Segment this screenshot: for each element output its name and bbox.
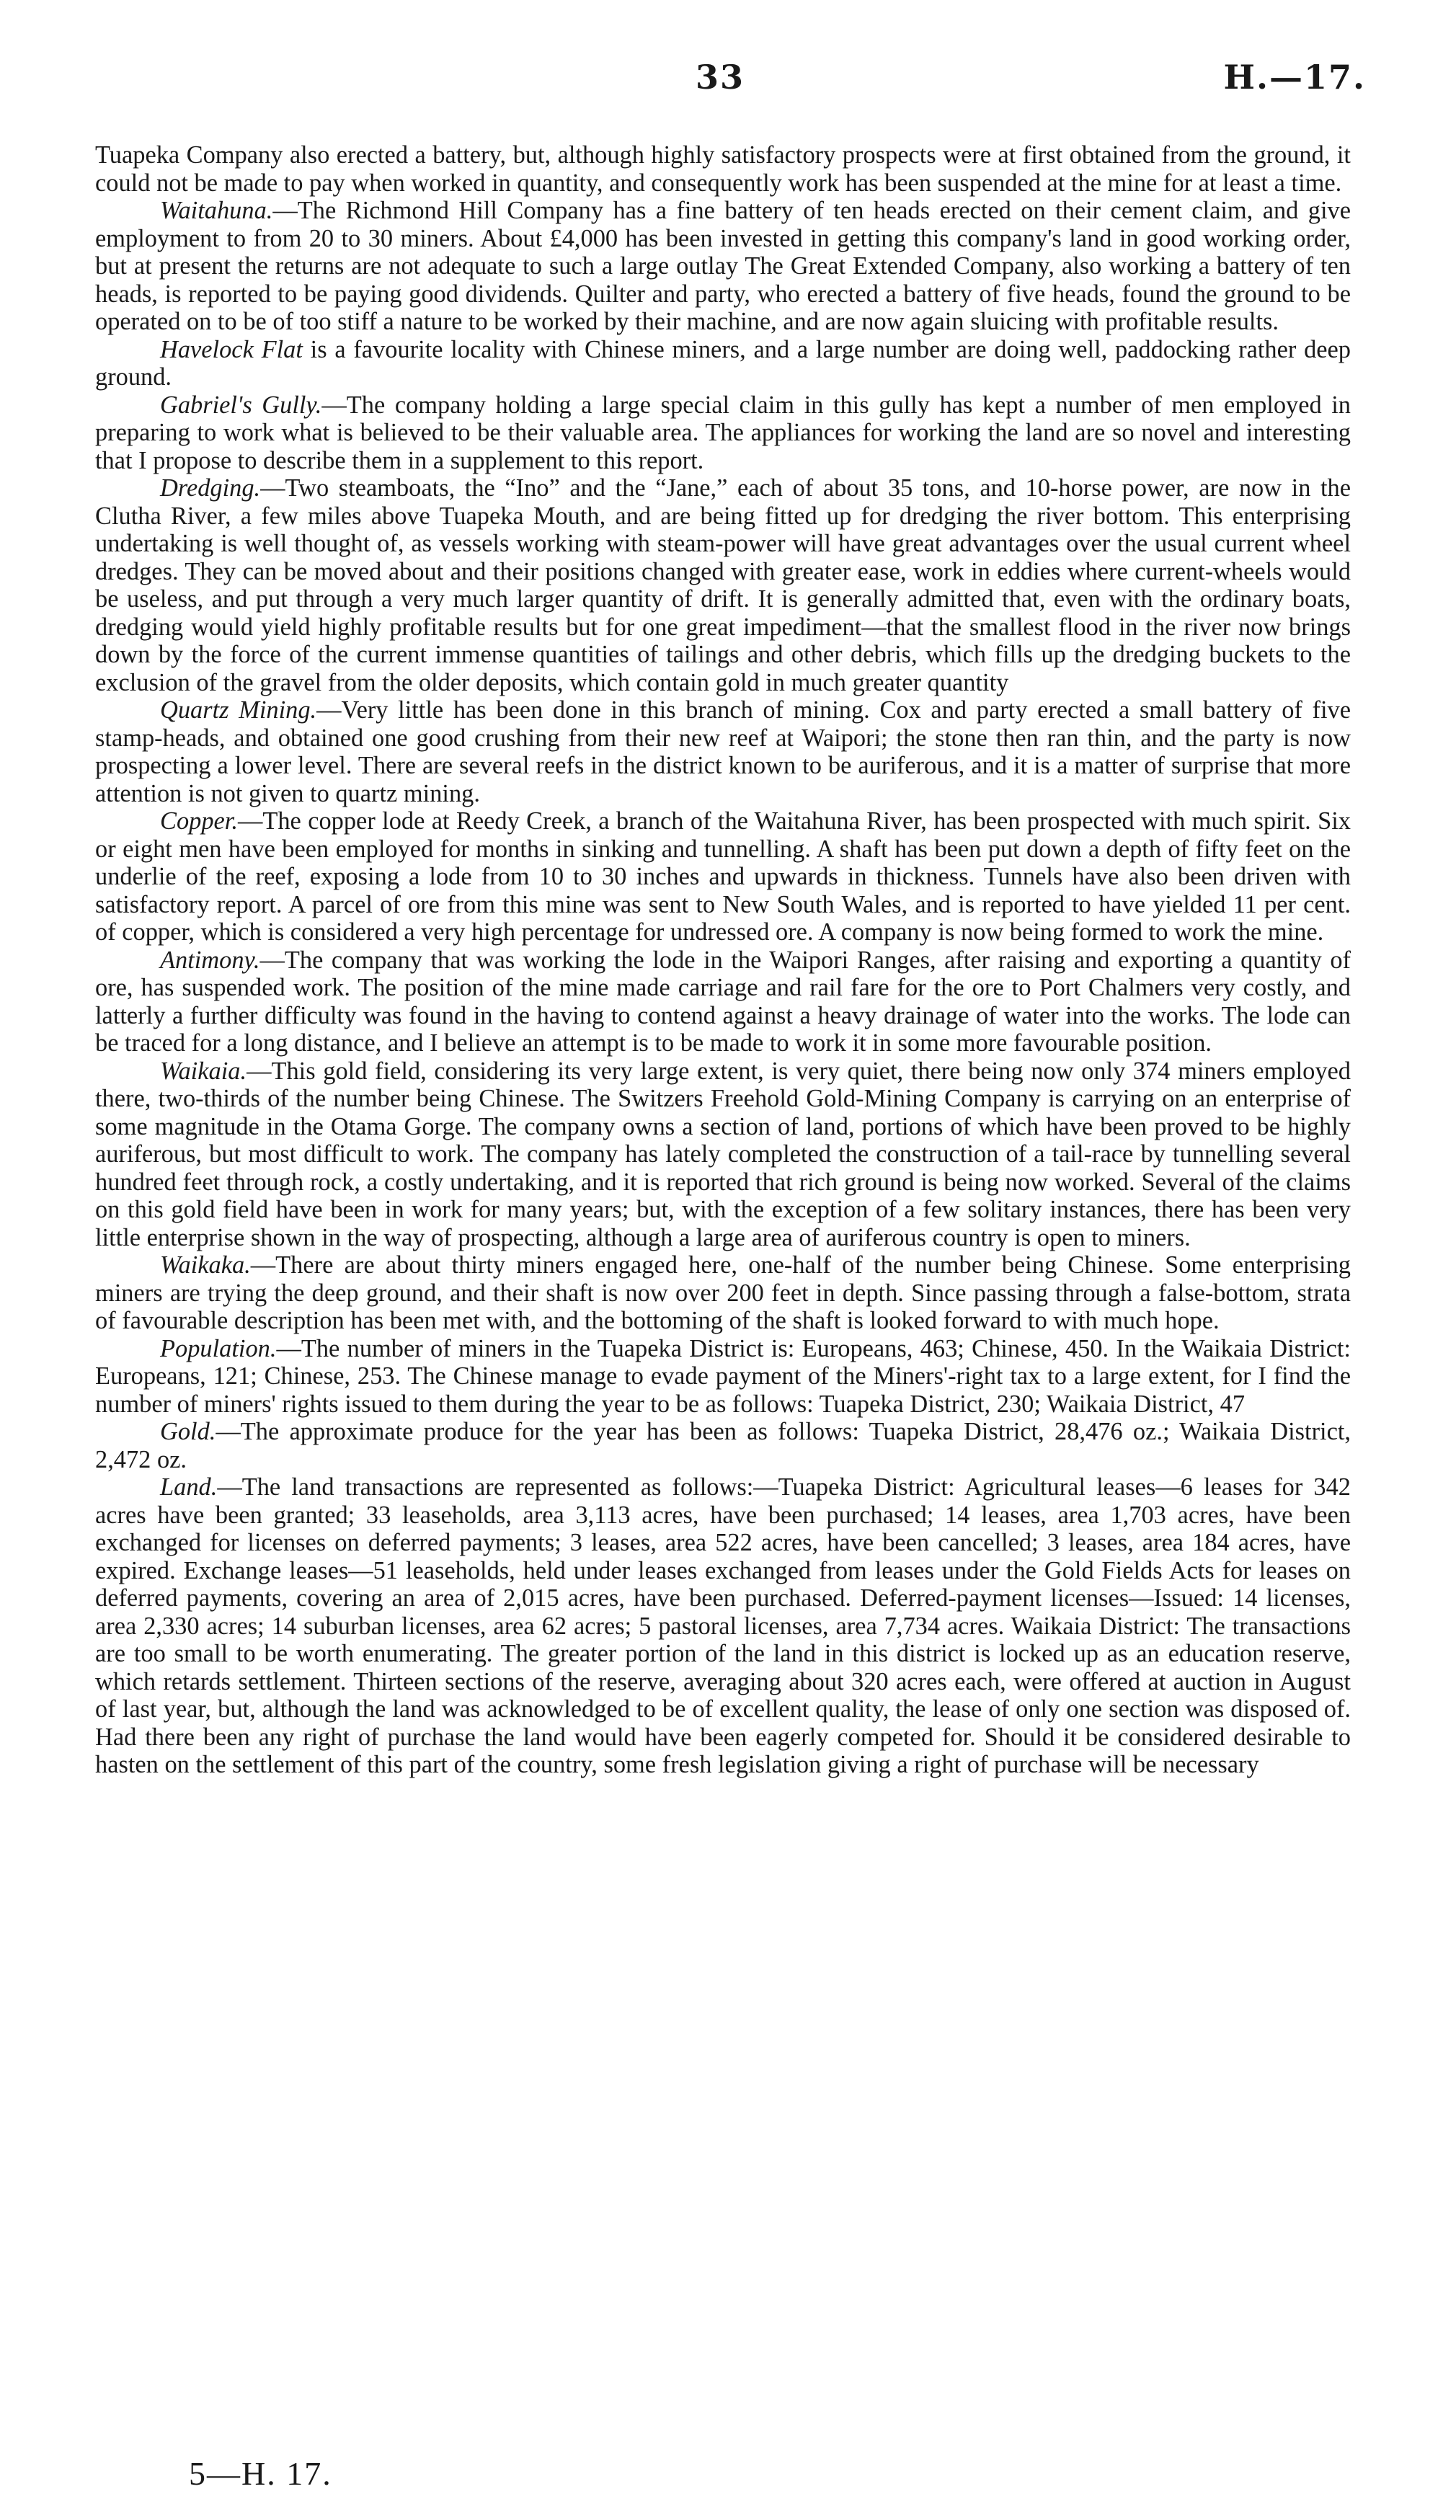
paragraph-heading: Population. [160, 1334, 277, 1362]
paragraph-text: —There are about thirty miners engaged here, one-half of the number being Chinese. Some enterprising miners are trying the deep ground, and their shaft is now over 200 feet in depth. Since passing through a false-bottom, strata of favourable description has been met with, and the bottoming of the shaft is looked forward to with much hope. [95, 1251, 1351, 1334]
paragraph-text: —Very little has been done in this branch of mining. Cox and party erected a small battery of five stamp-heads, and obtained one good crushing from their new reef at Waipori; the stone then ran thin, and the party is now prospecting a lower level. There are several reefs in the district known to be auriferous, and it is a matter of surprise that more attention is not given to quartz mining. [95, 696, 1351, 807]
paragraph-text: —The approximate produce for the year has been as follows: Tuapeka District, 28,476 oz.; Waikaia District, 2,472 oz. [95, 1418, 1351, 1473]
paragraph [95, 807, 1351, 946]
body-text [95, 141, 1351, 1779]
paragraph-text: —The number of miners in the Tuapeka District is: Europeans, 463; Chinese, 450. In the Waikaia District: Europeans, 121; Chinese, 253. The Chinese manage to evade payment of the Miners'-right tax to a large extent, for I find the number of miners' rights issued to them during the year to be as follows: Tuapeka District, 230; Waikaia District, 47 [95, 1334, 1351, 1418]
paragraph [95, 1473, 1351, 1779]
paragraph [95, 696, 1351, 807]
paragraph [95, 1335, 1351, 1419]
paragraph-heading: Gold. [160, 1418, 216, 1445]
paragraph-heading: Havelock Flat [160, 335, 303, 363]
paragraph-text: —The company that was working the lode in the Waipori Ranges, after raising and exporting a quantity of ore, has suspended work. The position of the mine made carriage and rail fare for the ore to Port Chalmers very costly, and latterly a further difficulty was found in the having to contend against a heavy drainage of water into the works. The lode can be traced for a long distance, and I believe an attempt is to be made to work it in some more favourable position. [95, 946, 1351, 1057]
paragraph-heading: Waikaka. [160, 1251, 251, 1279]
paragraph [95, 946, 1351, 1057]
paragraph [95, 391, 1351, 475]
paragraph-heading: Quartz Mining. [160, 696, 317, 724]
paragraph-heading: Land. [160, 1473, 218, 1501]
paragraph [95, 1057, 1351, 1252]
paragraph [95, 141, 1351, 197]
paragraph-text: —Two steamboats, the “Ino” and the “Jane,” each of about 35 tons, and 10-horse power, are now in the Clutha River, a few miles above Tuapeka Mouth, and are being fitted up for dredging the river bottom. This enterprising undertaking is well thought of, as vessels working with steam-power will have great advantages over the usual current wheel dredges. They can be moved about and their positions changed with greater ease, work in eddies where current-wheels would be useless, and put through a very much larger quantity of drift. It is generally admitted that, even with the ordinary boats, dredging would yield highly profitable results but for one great impediment—that the smallest flood in the river now brings down by the force of the current immense quantities of tailings and other debris, which fills up the dredging buckets to the exclusion of the gravel from the older deposits, which contain gold in much greater quantity [95, 474, 1351, 696]
paragraph [95, 1418, 1351, 1473]
paragraph-heading: Gabriel's Gully. [160, 391, 322, 419]
paragraph-text: —The land transactions are represented as follows:—Tuapeka District: Agricultural leases—6 leases for 342 acres have been granted; 33 leaseholds, area 3,113 acres, have been purchased; 14 leases, area 1,703 acres, have been exchanged for licenses on deferred payments; 3 leases, area 522 acres, have been cancelled; 3 leases, area 184 acres, have expired. Exchange leases—51 leaseholds, held under leases exchanged from leases under the Gold Fields Acts for leases on deferred payments, covering an area of 2,015 acres, have been purchased. Deferred-payment licenses—Issued: 14 licenses, area 2,330 acres; 14 suburban licenses, area 62 acres; 5 pastoral licenses, area 7,734 acres. Waikaia District: The transactions are too small to be worth enumerating. The greater portion of the land in this district is locked up as an education reserve, which retards settlement. Thirteen sections of the reserve, averaging about 320 acres each, were offered at auction in August of last year, but, although the land was acknowledged to be of excellent quality, the lease of only one section was disposed of. Had there been any right of purchase the land would have been eagerly competed for. Should it be considered desirable to hasten on the settlement of this part of the country, some fresh legislation giving a right of purchase will be necessary [95, 1473, 1351, 1778]
printer-signature: 5—H. 17. [189, 2455, 332, 2492]
paragraph-heading: Copper. [160, 807, 238, 835]
paragraph-text: —The copper lode at Reedy Creek, a branch of the Waitahuna River, has been prospected with much spirit. Six or eight men have been employed for months in sinking and tunnelling. A shaft has been put down a depth of fifty feet on the underlie of the reef, exposing a lode from 10 to 30 inches and upwards in thickness. Tunnels have also been driven with satisfactory report. A parcel of ore from this mine was sent to New South Wales, and is reported to have yielded 11 per cent. of copper, which is considered a very high percentage for undressed ore. A company is now being formed to work the mine. [95, 807, 1351, 946]
paragraph [95, 197, 1351, 336]
paragraph-text: —This gold field, considering its very large extent, is very quiet, there being now only 374 miners employed there, two-thirds of the number being Chinese. The Switzers Freehold Gold-Mining Company is carrying on an enterprise of some magnitude in the Otama Gorge. The company owns a section of land, portions of which have been proved to be highly auriferous, but most difficult to work. The company has lately completed the construction of a tail-race by tunnelling several hundred feet through rock, a costly undertaking, and it is reported that rich ground is being now worked. Several of the claims on this gold field have been in work for many years; but, with the exception of a few solitary instances, there has been very little enterprise shown in the way of prospecting, although a large area of auriferous country is open to miners. [95, 1057, 1351, 1251]
page-header [0, 58, 1456, 115]
paragraph-heading: Antimony. [160, 946, 260, 974]
paragraph [95, 336, 1351, 391]
paragraph-text: is a favourite locality with Chinese miners, and a large number are doing well, paddocking rather deep ground. [95, 335, 1351, 391]
paragraph [95, 474, 1351, 696]
paragraph-heading: Waikaia. [160, 1057, 247, 1085]
paragraph-heading: Dredging. [160, 474, 261, 502]
paragraph-text: —The company holding a large special claim in this gully has kept a number of men employed in preparing to work what is believed to be their valuable area. The appliances for working the land are so novel and interesting that I propose to describe them in a supplement to this report. [95, 391, 1351, 474]
document-reference: H.—17. [1223, 58, 1366, 97]
page-number: 33 [696, 58, 745, 97]
paragraph-text: Tuapeka Company also erected a battery, but, although highly satisfactory prospects were at first obtained from the ground, it could not be made to pay when worked in quantity, and consequently work has been suspended at the mine for at least a time. [95, 141, 1351, 197]
paragraph-heading: Waitahuna. [160, 197, 273, 224]
paragraph-text: —The Richmond Hill Company has a fine battery of ten heads erected on their cement claim, and give employment to from 20 to 30 miners. About £4,000 has been invested in getting this company's land in good working order, but at present the returns are not adequate to such a large outlay The Great Extended Company, also working a battery of ten heads, is reported to be paying good dividends. Quilter and party, who erected a battery of five heads, found the ground to be operated on to be of too stiff a nature to be worked by their machine, and are now again sluicing with profitable results. [95, 197, 1351, 335]
paragraph [95, 1251, 1351, 1335]
